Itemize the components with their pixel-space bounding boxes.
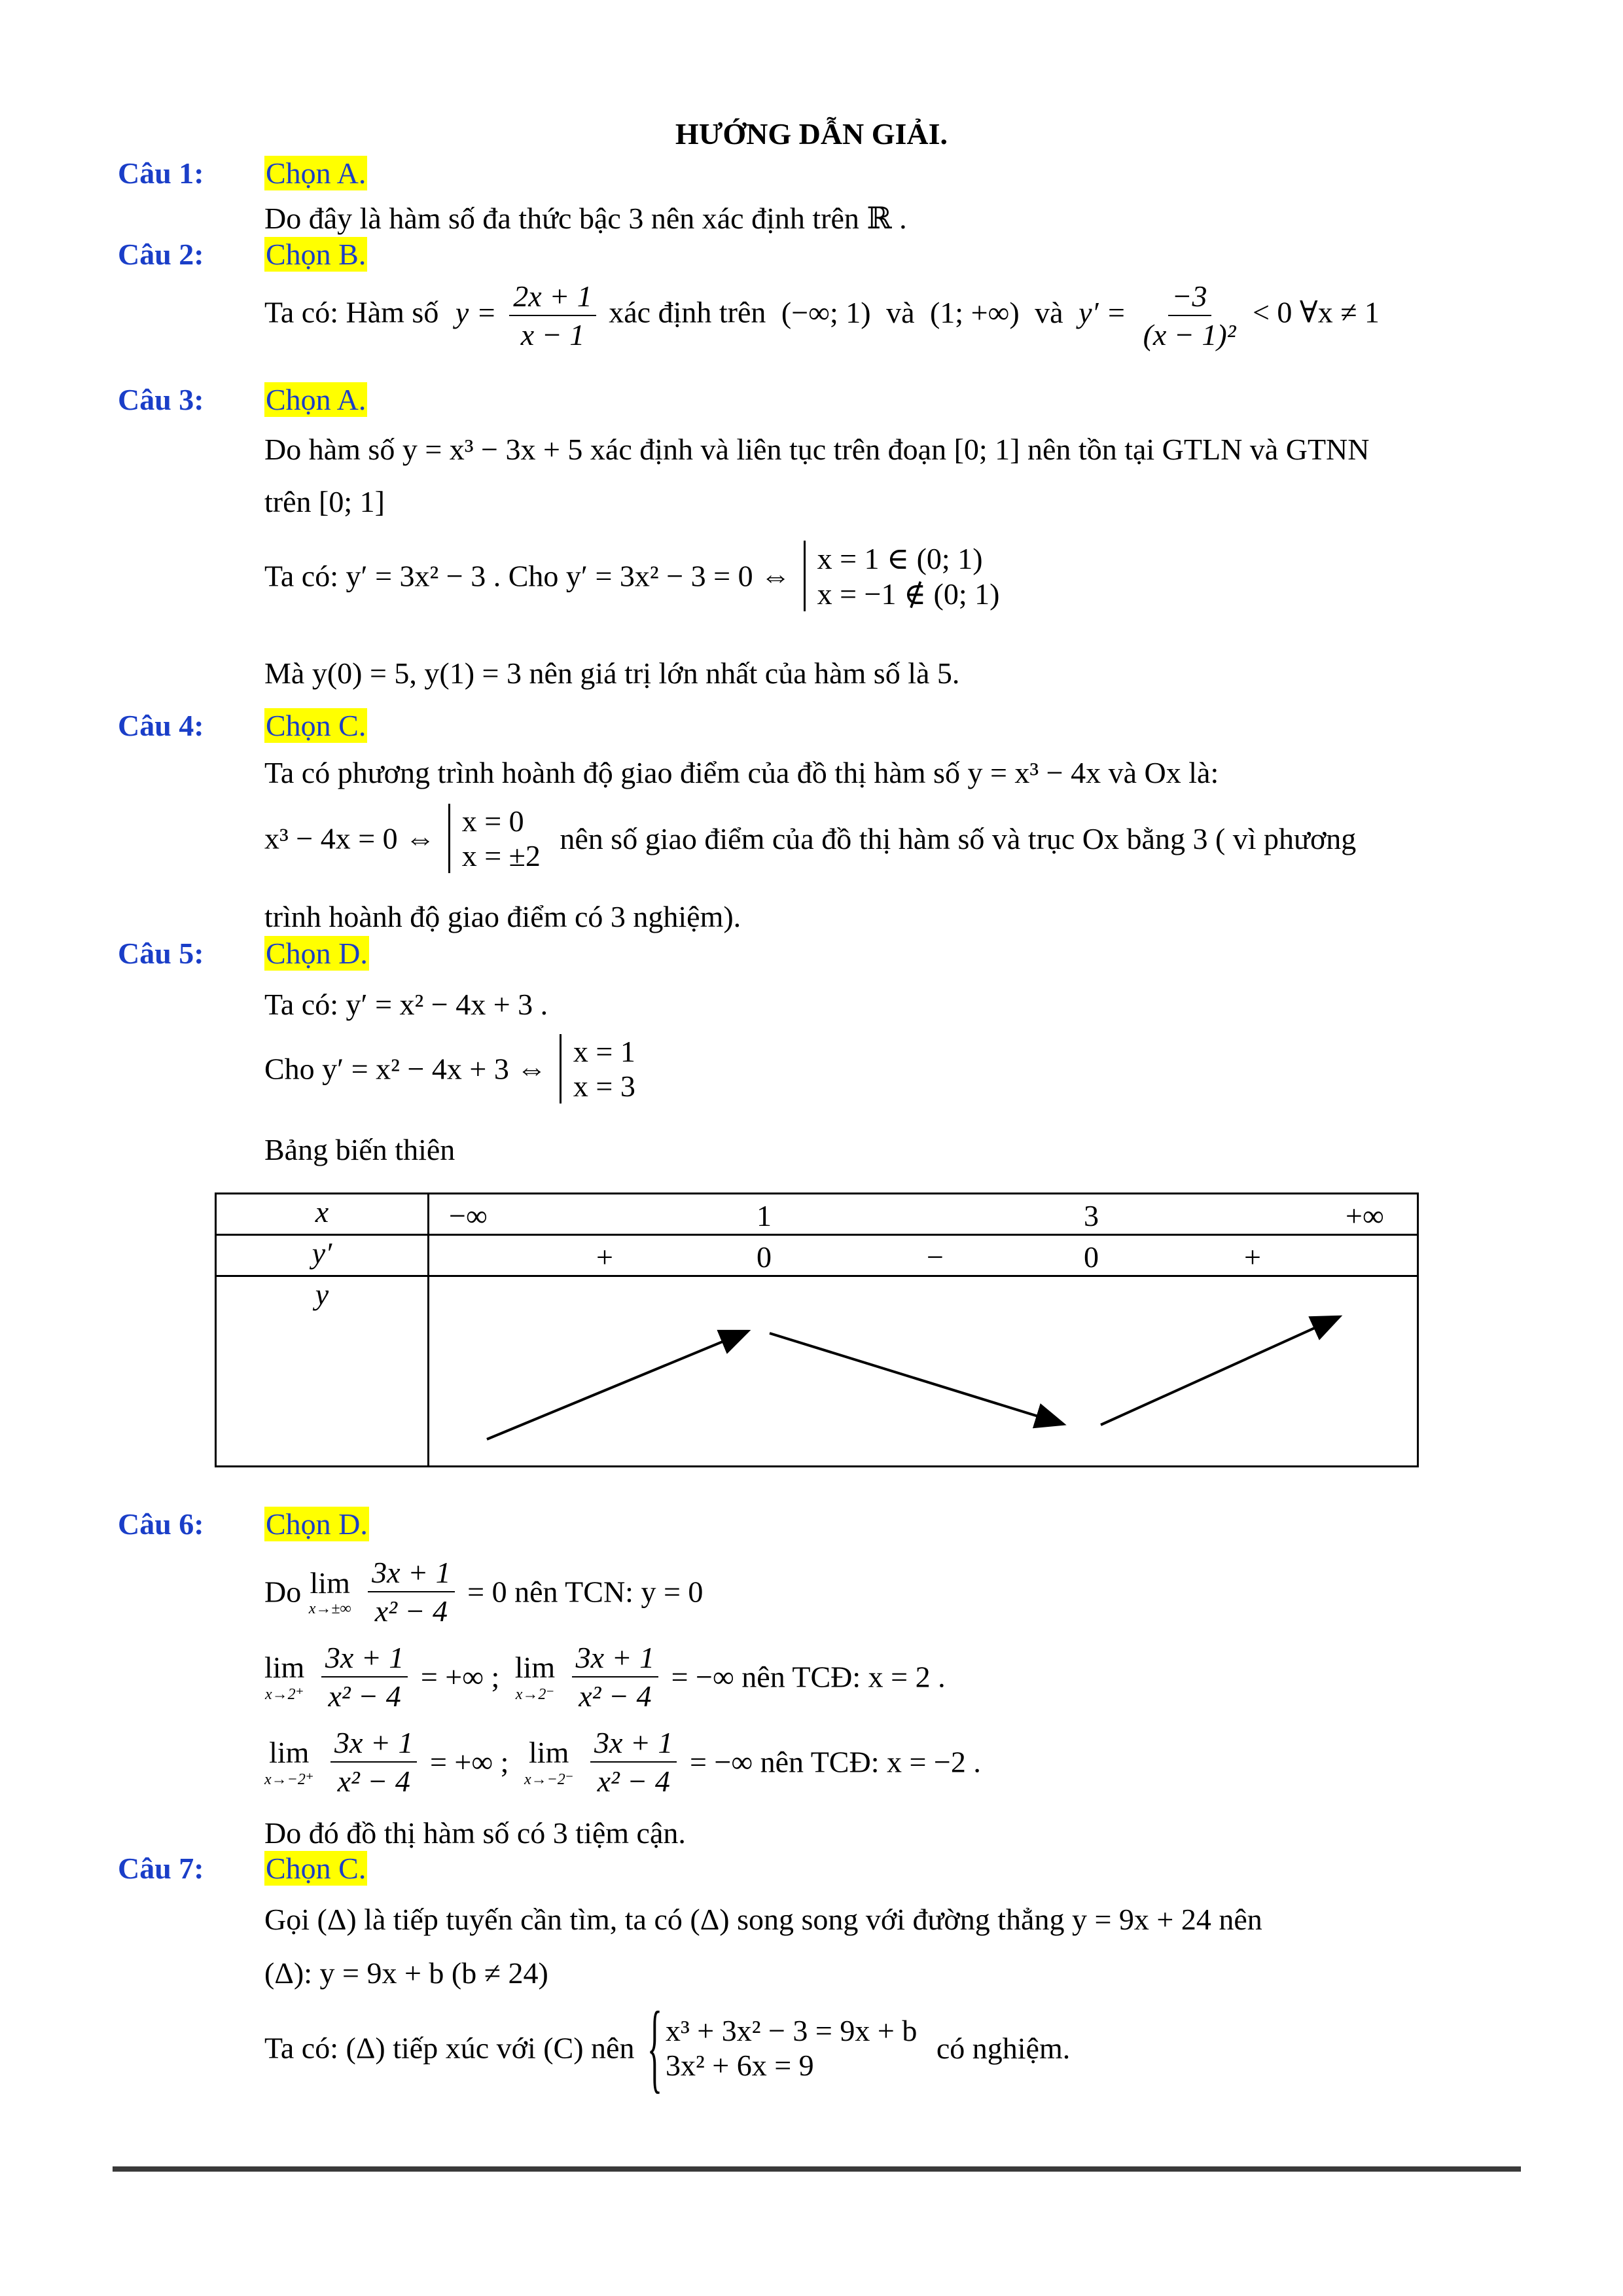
x-val-1: 1 [757,1199,772,1232]
q3-derivative: Ta có: y′ = 3x² − 3 . Cho y′ = 3x² − 3 = 0 ⇔ [264,559,791,593]
arrow-increase-2 [1101,1318,1338,1425]
q4-line-1: Ta có phương trình hoành độ giao điểm của đồ thị hàm số y = x³ − 4x và Ox là: [264,756,1219,789]
q6-lim-word-2: lim [264,1651,305,1684]
q6-frac-5 [590,1725,677,1799]
q6-lim-sub-5: x→−2⁻ [524,1771,574,1788]
q6-frac-3-num: 3x + 1 [572,1640,658,1677]
q5-cho: Cho y′ = x² − 4x + 3 ⇔ [264,1052,547,1086]
q6-frac-2-num: 3x + 1 [321,1640,408,1677]
q4-line-3: trình hoành độ giao điểm có 3 nghiệm). [264,900,741,933]
q6-frac-2-den: x² − 4 [328,1679,401,1713]
q3-case-1: x = 1 ∈ (0; 1) [817,542,983,575]
q4-equation: x³ − 4x = 0 ⇔ [264,821,436,855]
q5-line-2 [264,1034,635,1103]
q6-frac-2 [321,1640,408,1713]
q6-lim-1 [309,1566,351,1618]
q6-plusinf-1: = +∞ ; [420,1660,500,1694]
q6-plusinf-2: = +∞ ; [429,1745,509,1779]
q6-frac-1-num: 3x + 1 [368,1555,454,1592]
question-label-5: Câu 5: [118,937,204,970]
answer-7: Chọn C. [266,1852,366,1885]
q5-case-1: x = 1 [573,1035,635,1068]
q2-y-eq: y = [455,295,497,329]
yp-sign-2: − [927,1240,944,1274]
q3-line-1: Do hàm số y = x³ − 3x + 5 xác định và liên tục trên đoạn [0; 1] nên tồn tại GTLN và GTNN [264,433,1370,466]
q6-frac-4 [330,1725,417,1799]
q6-lim-sub-4: x→−2⁺ [264,1771,314,1788]
q2-tail: < 0 ∀x ≠ 1 [1252,295,1380,329]
variation-table [215,1193,1419,1467]
footer-rule [113,2166,1521,2172]
q6-line-3 [264,1725,981,1799]
q4-case-1: x = 0 [461,804,524,838]
q6-lim-word-3: lim [514,1651,556,1684]
yp-zero-2: 0 [1084,1240,1099,1274]
page-title: HƯỚNG DẪN GIẢI. [675,117,948,151]
q2-derivative-fraction [1139,279,1240,352]
q7-prefix: Ta có: (Δ) tiếp xúc với (C) nên [264,2031,635,2065]
q5-cases [560,1034,635,1103]
answer-3: Chọn A. [266,383,366,416]
q7-line-3 [264,2013,1070,2083]
answer-5: Chọn D. [266,937,368,970]
x-val-plus-inf: +∞ [1346,1199,1384,1232]
q5-line-1: Ta có: y′ = x² − 4x + 3 . [264,988,548,1021]
q7-system [647,2013,917,2083]
q6-tcd-1: = −∞ nên TCĐ: x = 2 . [671,1660,946,1694]
q6-lim-word-1: lim [310,1566,350,1600]
q7-line-2: (Δ): y = 9x + b (b ≠ 24) [264,1956,548,1990]
yp-sign-3: + [1244,1240,1261,1274]
q3-line-3 [264,541,999,611]
arrow-increase-1 [487,1332,746,1439]
table-yprime-row [429,1235,1418,1276]
q7-line-1: Gọi (Δ) là tiếp tuyến cần tìm, ta có (Δ) song song với đường thẳng y = 9x + 24 nên [264,1903,1262,1936]
yp-sign-1: + [596,1240,613,1274]
q2-and-2: và [1035,295,1063,329]
x-val-minus-inf: −∞ [449,1199,488,1232]
answer-1: Chọn A. [266,156,366,190]
q7-sys-eq-2: 3x² + 6x = 9 [665,2049,814,2082]
q6-lim-4 [264,1735,314,1789]
q6-lim-word-5: lim [529,1736,569,1769]
q2-deriv-den: (x − 1)² [1143,318,1236,351]
yp-zero-1: 0 [757,1240,772,1274]
q6-lim-sub-3: x→2⁻ [515,1686,555,1703]
q6-frac-3 [572,1640,658,1713]
q5-table-caption: Bảng biến thiên [264,1133,455,1166]
question-label-7: Câu 7: [118,1852,204,1885]
table-yprime-label: y′ [216,1235,429,1276]
question-label-3: Câu 3: [118,383,204,416]
q6-frac-3-den: x² − 4 [579,1679,652,1713]
table-y-label: y [216,1276,429,1467]
q2-interval-1: (−∞; 1) [781,295,871,329]
q6-conclusion: Do đó đồ thị hàm số có 3 tiệm cận. [264,1816,686,1850]
table-x-row [429,1194,1418,1235]
q2-frac-num: 2x + 1 [509,279,596,316]
question-label-2: Câu 2: [118,238,204,271]
q6-lim-sub-1: x→±∞ [308,1600,351,1617]
q3-case-2: x = −1 ∉ (0; 1) [817,577,1000,611]
q7-sys-eq-1: { x³ + 3x² − 3 = 9x + b [665,2014,918,2047]
q6-lim-3 [515,1650,555,1704]
q1-line: Do đây là hàm số đa thức bậc 3 nên xác định trên ℝ . [264,202,907,235]
q6-line-1 [264,1555,703,1628]
answer-2: Chọn B. [266,238,366,271]
q6-frac-4-num: 3x + 1 [330,1725,417,1763]
q2-interval-2: (1; +∞) [929,295,1020,329]
q3-cases [804,541,1000,611]
q6-tcd-2: = −∞ nên TCĐ: x = −2 . [689,1745,981,1779]
q2-deriv-num: −3 [1168,279,1211,316]
q2-frac-den: x − 1 [520,318,585,351]
q4-case-2: x = ±2 [461,839,541,872]
q2-yprime: y′ = [1079,295,1127,329]
q2-line [264,279,1380,352]
q2-prefix: Ta có: Hàm số [264,295,439,329]
q6-do: Do [264,1575,302,1609]
q6-frac-5-num: 3x + 1 [590,1725,677,1763]
q2-mid: xác định trên [609,295,766,329]
q6-lim-word-4: lim [269,1736,310,1769]
q6-frac-1-den: x² − 4 [374,1594,448,1628]
q6-frac-5-den: x² − 4 [597,1765,670,1798]
q6-line-2 [264,1640,946,1713]
q6-frac-1 [368,1555,454,1628]
q4-cases [448,804,541,873]
q2-fraction [509,279,596,352]
x-val-3: 3 [1084,1199,1099,1232]
table-y-row [429,1276,1418,1467]
table-x-label: x [216,1194,429,1235]
arrow-decrease [770,1333,1061,1424]
q6-lim-5 [524,1735,574,1789]
answer-4: Chọn C. [266,709,366,742]
q6-tcn: = 0 nên TCN: y = 0 [467,1575,704,1609]
q5-case-2: x = 3 [573,1069,635,1103]
variation-arrows [429,1277,1419,1465]
q6-lim-2 [264,1650,304,1704]
question-label-4: Câu 4: [118,709,204,742]
q3-line-2: trên [0; 1] [264,485,385,518]
q6-frac-4-den: x² − 4 [337,1765,410,1798]
question-label-1: Câu 1: [118,156,204,190]
question-label-6: Câu 6: [118,1507,204,1541]
q2-and-1: và [886,295,915,329]
q4-after: nên số giao điểm của đồ thị hàm số và trục Ox bằng 3 ( vì phương [560,821,1357,855]
q6-lim-sub-2: x→2⁺ [265,1686,304,1703]
answer-6: Chọn D. [266,1507,368,1541]
q3-line-4: Mà y(0) = 5, y(1) = 3 nên giá trị lớn nhất của hàm số là 5. [264,656,960,690]
q4-line-2 [264,804,1356,873]
q7-suffix: có nghiệm. [936,2031,1071,2065]
